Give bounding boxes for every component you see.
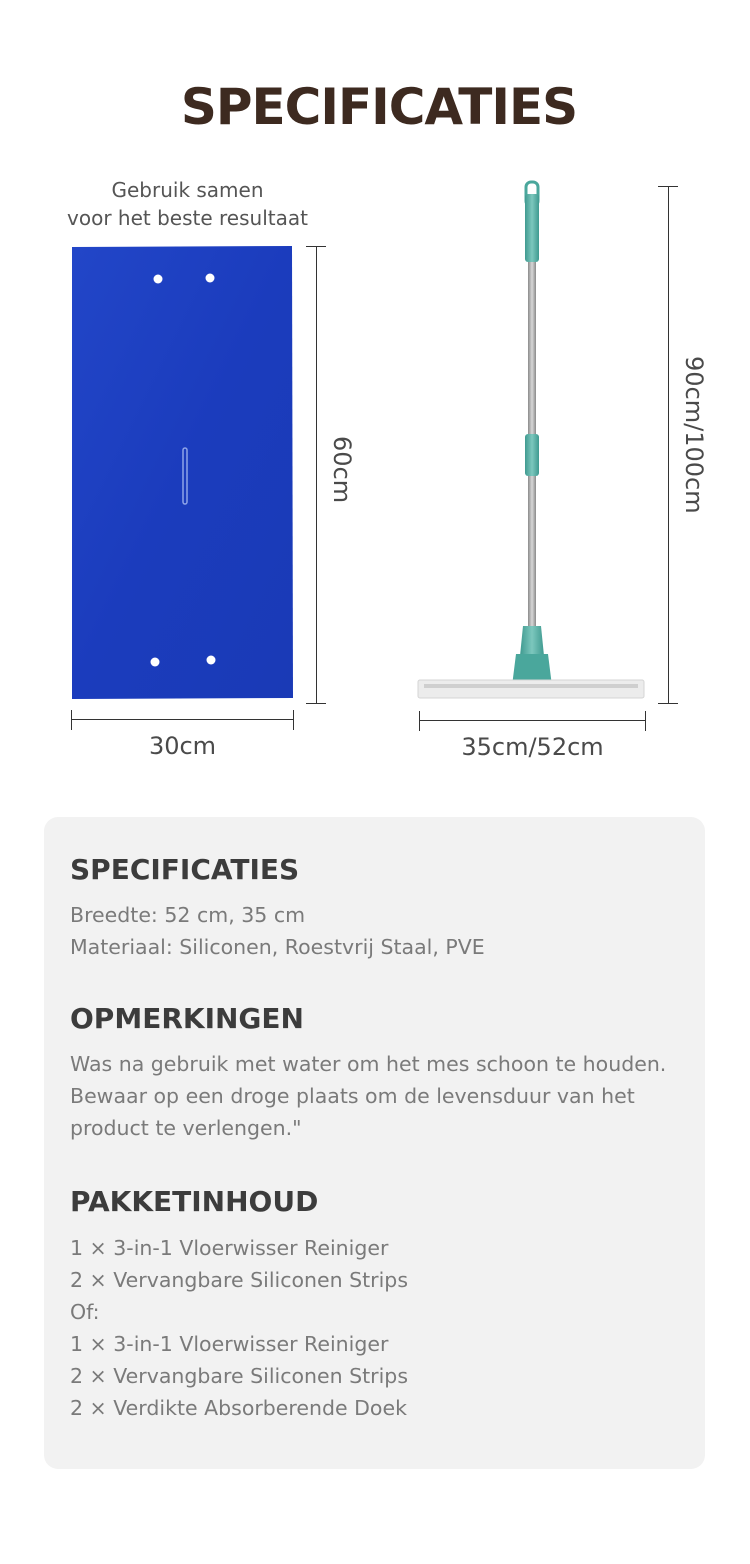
mop-width-line bbox=[419, 720, 646, 721]
mop-height-label: 90cm/100cm bbox=[680, 356, 708, 514]
package-list bbox=[70, 1232, 690, 1424]
mop-handle-grip bbox=[525, 194, 539, 262]
cloth-height-line bbox=[316, 246, 317, 704]
usage-note-line: Gebruik samen bbox=[111, 178, 264, 202]
cloth-button bbox=[151, 658, 160, 667]
usage-note bbox=[40, 176, 335, 232]
microfiber-cloth-illustration bbox=[60, 238, 310, 708]
cloth-width-tick bbox=[71, 710, 72, 730]
package-line: 2 × Vervangbare Siliconen Strips bbox=[70, 1268, 408, 1292]
notes-heading: OPMERKINGEN bbox=[70, 1002, 304, 1035]
mop-height-tick bbox=[658, 186, 678, 187]
mop-width-tick bbox=[645, 711, 646, 731]
mop-height-tick bbox=[658, 703, 678, 704]
mop-blade bbox=[418, 680, 644, 698]
specs-line: Breedte: 52 cm, 35 cm bbox=[70, 903, 306, 927]
mop-blade-strip bbox=[424, 684, 638, 688]
package-line: 2 × Verdikte Absorberende Doek bbox=[70, 1396, 407, 1420]
cloth-button bbox=[154, 275, 163, 284]
package-line: Of: bbox=[70, 1300, 100, 1324]
package-heading: PAKKETINHOUD bbox=[70, 1185, 319, 1218]
notes-line: Was na gebruik met water om het mes schoon te houden. bbox=[70, 1052, 667, 1076]
notes-line: Bewaar op een droge plaats om de levensduur van het bbox=[70, 1084, 635, 1108]
info-card bbox=[44, 817, 705, 1469]
notes-list bbox=[70, 1048, 690, 1144]
package-line: 1 × 3-in-1 Vloerwisser Reiniger bbox=[70, 1236, 389, 1260]
cloth-width-tick bbox=[293, 710, 294, 730]
mop-joint bbox=[520, 626, 544, 656]
package-line: 1 × 3-in-1 Vloerwisser Reiniger bbox=[70, 1332, 389, 1356]
cloth-width-line bbox=[71, 719, 294, 720]
notes-line: product te verlengen." bbox=[70, 1116, 302, 1140]
usage-note-line: voor het beste resultaat bbox=[67, 206, 308, 230]
cloth-button bbox=[206, 274, 215, 283]
page-title: SPECIFICATIES bbox=[180, 78, 578, 136]
mop-illustration bbox=[410, 176, 655, 706]
specs-list bbox=[70, 899, 690, 963]
mop-pole-lower bbox=[528, 476, 536, 628]
cloth-button bbox=[207, 656, 216, 665]
mop-width-label: 35cm/52cm bbox=[461, 733, 604, 761]
mop-pole-upper bbox=[528, 262, 536, 436]
mop-width-tick bbox=[419, 711, 420, 731]
specs-line: Materiaal: Siliconen, Roestvrij Staal, PVE bbox=[70, 935, 485, 959]
cloth-height-label: 60cm bbox=[328, 436, 356, 504]
package-line: 2 × Vervangbare Siliconen Strips bbox=[70, 1364, 408, 1388]
specs-heading: SPECIFICATIES bbox=[70, 853, 300, 886]
cloth-height-tick bbox=[306, 246, 326, 247]
mop-height-line bbox=[668, 186, 669, 704]
mop-pole-lock bbox=[525, 434, 539, 476]
cloth-width-label: 30cm bbox=[148, 732, 217, 760]
cloth-height-tick bbox=[306, 703, 326, 704]
